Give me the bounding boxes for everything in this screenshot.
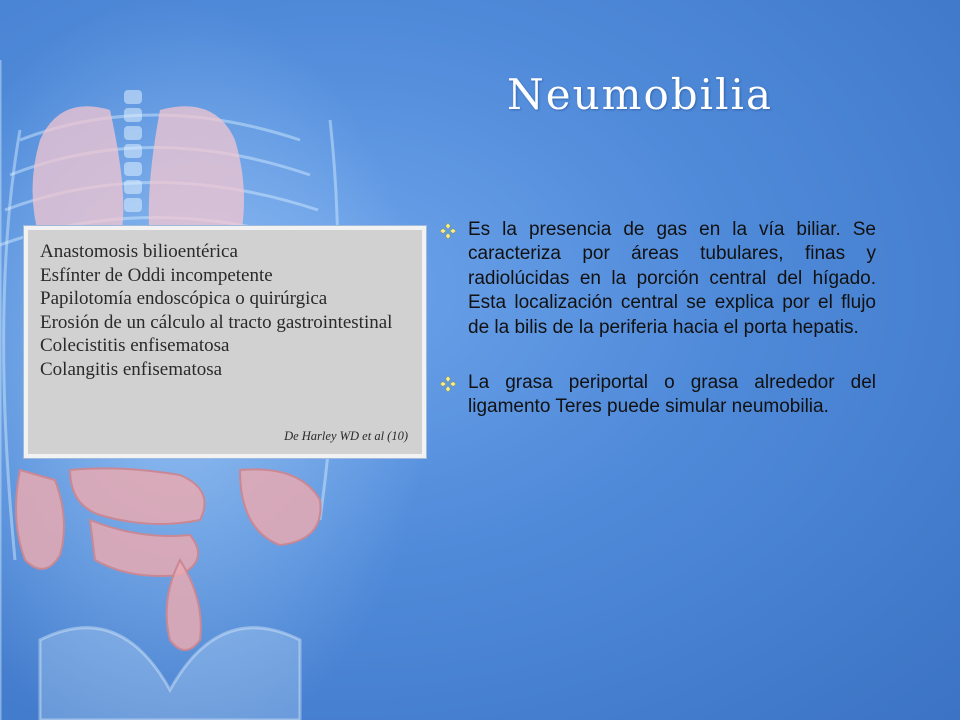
diamond-bullet-icon (439, 375, 457, 393)
causes-list-item: Colecistitis enfisematosa (40, 335, 230, 356)
causes-table-image (24, 226, 426, 458)
causes-list (28, 230, 422, 381)
causes-list-item: Anastomosis bilioentérica (40, 241, 238, 262)
bullet-list (436, 218, 876, 451)
causes-list-item: Papilotomía endoscópica o quirúrgica (40, 288, 328, 309)
slide-title: Neumobilia (507, 70, 773, 119)
diamond-bullet-icon (439, 222, 457, 240)
bullet-text: La grasa periportal o grasa alrededor del ligamento Teres puede simular neumobilia. (468, 372, 876, 418)
bullet-item (436, 218, 876, 340)
table-citation: De Harley WD et al (10) (284, 429, 408, 443)
bullet-item (436, 371, 876, 420)
causes-list-item: Esfínter de Oddi incompetente (40, 264, 273, 286)
causes-list-item: Erosión de un cálculo al tracto gastrointestinal (40, 311, 393, 333)
bullet-text: Es la presencia de gas en la vía biliar. Se caracteriza por áreas tubulares, finas y radiolúcidas en la porción central del hígado. Esta localización central se explica por el flujo de la bilis de la periferia hacia el porta hepatis. (468, 219, 876, 338)
causes-list-item: Colangitis enfisematosa (40, 358, 223, 380)
